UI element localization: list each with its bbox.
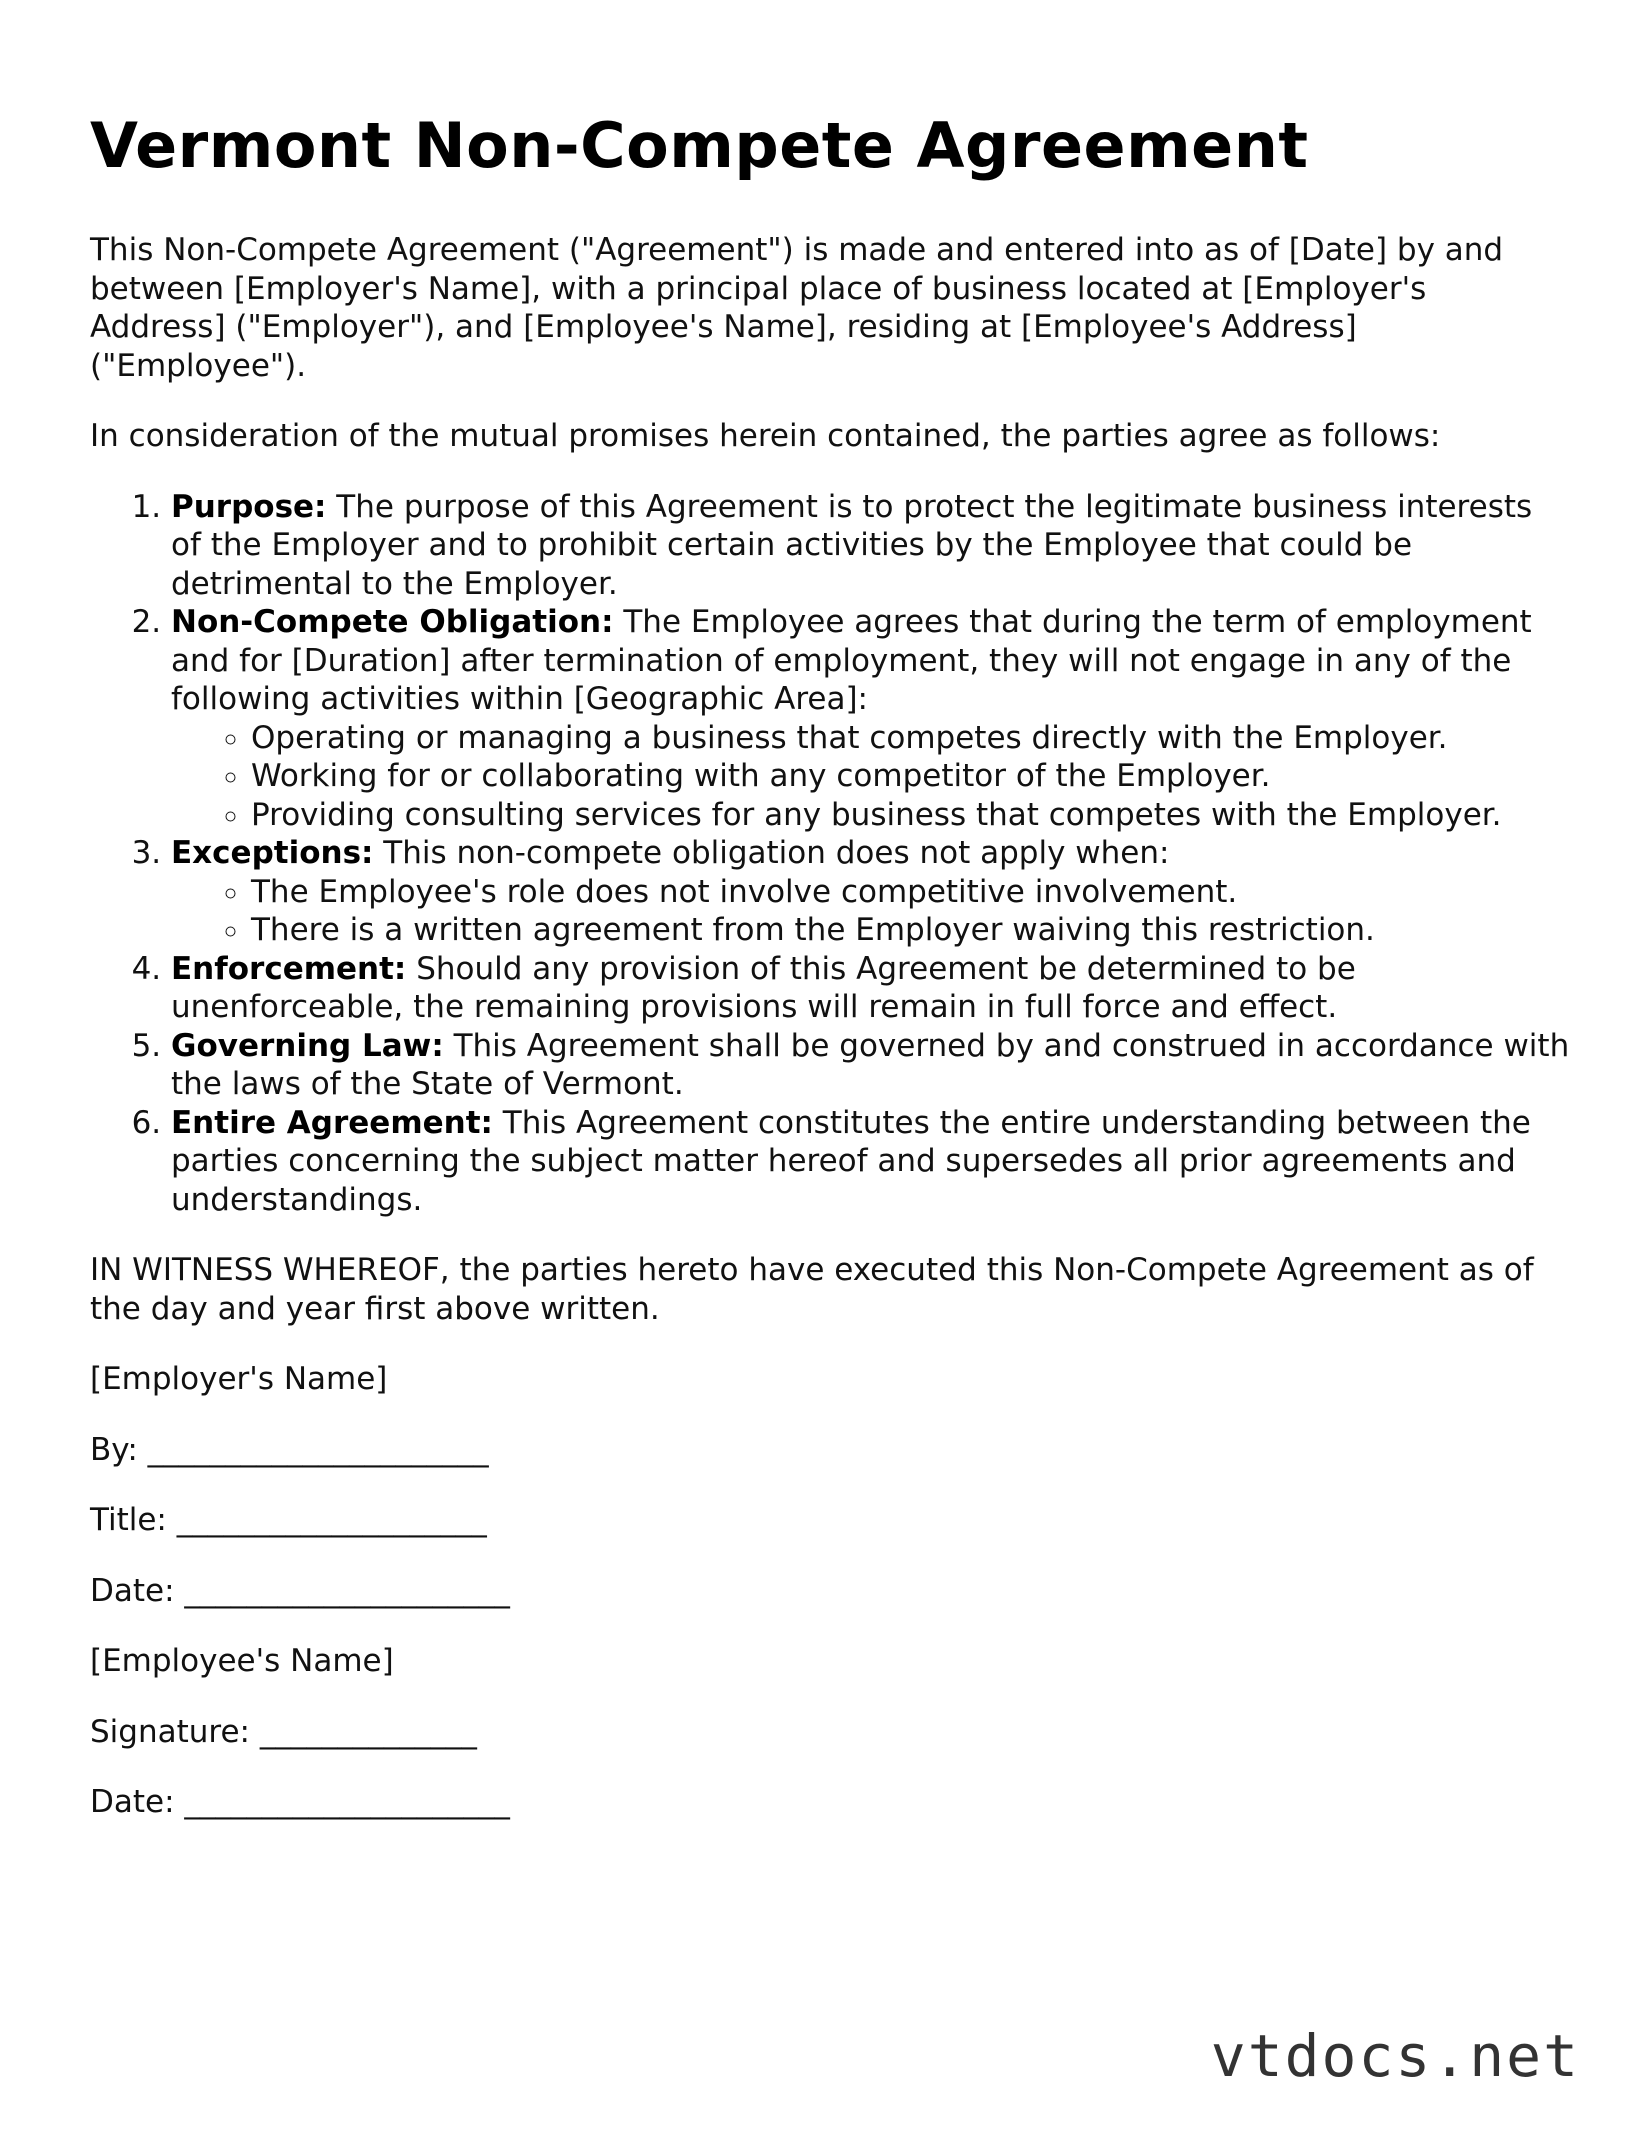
sub-item: ◦ The Employee's role does not involve competitive involvement. bbox=[251, 873, 1570, 912]
clause-text: The purpose of this Agreement is to protect the legitimate business interests of the Employer and to prohibit certain activities by the Employee that could be detrimental to the Employer. bbox=[171, 488, 1533, 602]
clause-heading: Non-Compete Obligation: bbox=[171, 604, 614, 641]
clause-heading: Governing Law: bbox=[171, 1027, 444, 1064]
sub-item: ◦ There is a written agreement from the Employer waiving this restriction. bbox=[251, 911, 1570, 950]
clause-heading: Purpose: bbox=[171, 488, 327, 525]
clause-item bbox=[171, 488, 1570, 604]
sub-item: ◦ Working for or collaborating with any competitor of the Employer. bbox=[251, 757, 1570, 796]
employer-by-line[interactable]: By: ______________________ bbox=[90, 1431, 489, 1468]
employer-date-line[interactable]: Date: _____________________ bbox=[90, 1572, 510, 1609]
clause-text: The Employee agrees that during the term of employment and for [Duration] after termination of employment, they will not engage in any of the following activities within [Geographic Area]: bbox=[171, 604, 1532, 718]
clause-sublist bbox=[171, 873, 1570, 950]
consideration-paragraph: In consideration of the mutual promises herein contained, the parties agree as follows: bbox=[90, 418, 1441, 455]
clause-text: This Agreement shall be governed by and construed in accordance with the laws of the State of Vermont. bbox=[171, 1027, 1570, 1103]
clause-text: This Agreement constitutes the entire understanding between the parties concerning the subject matter hereof and supersedes all prior agreements and understandings. bbox=[171, 1104, 1531, 1218]
clause-item bbox=[171, 1104, 1570, 1220]
employer-name: [Employer's Name] bbox=[90, 1361, 388, 1398]
employee-name: [Employee's Name] bbox=[90, 1643, 394, 1680]
clauses-list bbox=[90, 488, 1570, 1220]
sub-item: ◦ Providing consulting services for any business that competes with the Employer. bbox=[251, 796, 1570, 835]
employee-signature-line[interactable]: Signature: ______________ bbox=[90, 1713, 477, 1750]
clause-heading: Entire Agreement: bbox=[171, 1104, 493, 1141]
witness-paragraph: IN WITNESS WHEREOF, the parties hereto have executed this Non-Compete Agreement as of the day and year first above written. bbox=[90, 1252, 1534, 1327]
intro-paragraph: This Non-Compete Agreement ("Agreement") is made and entered into as of [Date] by and between [Employer's Name], with a principal place of business located at [Employer's Address] ("Employer"), and [Employee's Name], residing at [Employee's Address] ("Employee"). bbox=[90, 232, 1504, 384]
clause-item bbox=[171, 834, 1570, 950]
clause-item bbox=[171, 603, 1570, 834]
site-watermark: vtdocs.net bbox=[1210, 2022, 1580, 2090]
clause-heading: Exceptions: bbox=[171, 835, 374, 872]
employee-date-line[interactable]: Date: _____________________ bbox=[90, 1784, 510, 1821]
clause-item bbox=[171, 950, 1570, 1027]
document-title: Vermont Non-Compete Agreement bbox=[90, 109, 1309, 182]
employer-title-line[interactable]: Title: ____________________ bbox=[90, 1502, 487, 1539]
clause-text: This non-compete obligation does not apply when: bbox=[373, 835, 1170, 872]
clause-text: Should any provision of this Agreement be determined to be unenforceable, the remaining provisions will remain in full force and effect. bbox=[171, 950, 1356, 1026]
clause-sublist bbox=[171, 719, 1570, 835]
sub-item: ◦ Operating or managing a business that competes directly with the Employer. bbox=[251, 719, 1570, 758]
document-page bbox=[90, 110, 1570, 1854]
clause-heading: Enforcement: bbox=[171, 950, 407, 987]
clause-item bbox=[171, 1027, 1570, 1104]
